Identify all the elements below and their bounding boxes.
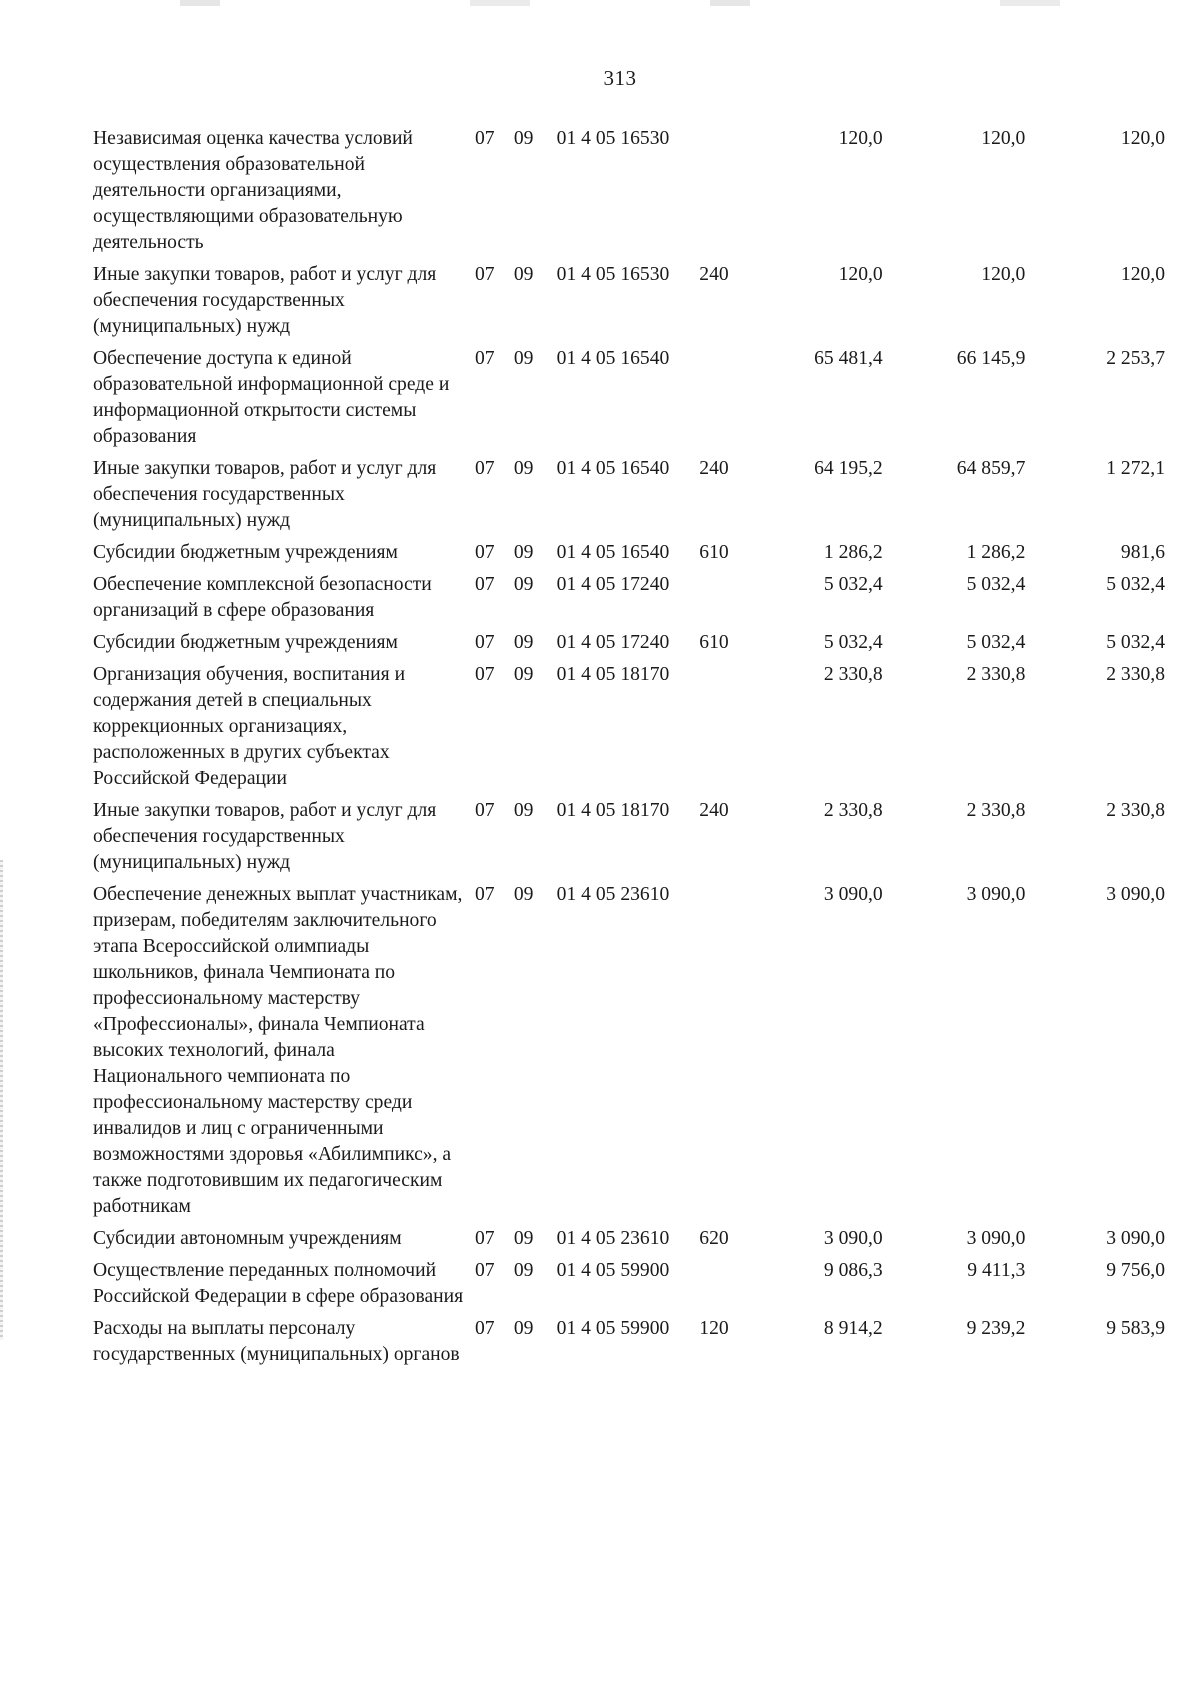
amount-year-2: 5 032,4 — [966, 632, 1026, 653]
amount-year-2: 66 145,9 — [956, 348, 1026, 369]
section-code: 07 — [474, 632, 495, 653]
amount-year-2: 9 239,2 — [966, 1318, 1026, 1339]
amount-year-1: 2 330,8 — [823, 664, 883, 685]
subsection-code: 09 — [513, 800, 534, 821]
amount-year-3: 5 032,4 — [1106, 574, 1165, 595]
section-code: 07 — [474, 1318, 495, 1339]
expense-type-code: 240 — [699, 800, 729, 821]
section-code: 07 — [474, 800, 495, 821]
table-row — [93, 346, 1165, 456]
target-article-code: 01 4 05 18170 — [556, 800, 670, 821]
table-row — [93, 1316, 1165, 1374]
expense-name: Расходы на выплаты персоналу государственных (муниципальных) органов — [93, 1318, 460, 1365]
expense-name: Иные закупки товаров, работ и услуг для обеспечения государственных (муниципальных) нужд — [93, 800, 437, 873]
expense-type-code — [699, 572, 740, 630]
amount-year-1: 3 090,0 — [823, 884, 883, 905]
expense-type-code — [699, 1258, 740, 1316]
amount-year-1: 64 195,2 — [814, 458, 883, 479]
amount-year-1: 3 090,0 — [823, 1228, 883, 1249]
amount-year-1: 9 086,3 — [823, 1260, 883, 1281]
expense-name: Иные закупки товаров, работ и услуг для обеспечения государственных (муниципальных) нужд — [93, 264, 437, 337]
section-code: 07 — [474, 458, 495, 479]
amount-year-1: 120,0 — [838, 128, 883, 149]
target-article-code: 01 4 05 59900 — [556, 1260, 670, 1281]
table-row — [93, 630, 1165, 662]
amount-year-1: 65 481,4 — [814, 348, 883, 369]
expense-name: Иные закупки товаров, работ и услуг для обеспечения государственных (муниципальных) нужд — [93, 458, 437, 531]
amount-year-3: 3 090,0 — [1106, 884, 1165, 905]
expense-type-code — [699, 882, 740, 1226]
amount-year-2: 2 330,8 — [966, 664, 1026, 685]
amount-year-2: 64 859,7 — [956, 458, 1026, 479]
expense-type-code — [699, 662, 740, 798]
table-row — [93, 798, 1165, 882]
amount-year-2: 3 090,0 — [966, 884, 1026, 905]
section-code: 07 — [474, 1260, 495, 1281]
page-number: 313 — [603, 66, 637, 90]
amount-year-3: 981,6 — [1120, 542, 1165, 563]
amount-year-2: 120,0 — [981, 264, 1026, 285]
subsection-code: 09 — [513, 1228, 534, 1249]
amount-year-3: 3 090,0 — [1106, 1228, 1165, 1249]
amount-year-1: 2 330,8 — [823, 800, 883, 821]
section-code: 07 — [474, 884, 495, 905]
target-article-code: 01 4 05 16540 — [556, 348, 670, 369]
scan-top-edge — [0, 0, 1200, 6]
table-row — [93, 882, 1165, 1226]
amount-year-3: 9 583,9 — [1106, 1318, 1165, 1339]
section-code: 07 — [474, 348, 495, 369]
expense-type-code: 620 — [699, 1228, 729, 1249]
amount-year-3: 2 253,7 — [1106, 348, 1165, 369]
table-row — [93, 262, 1165, 346]
amount-year-3: 9 756,0 — [1106, 1260, 1165, 1281]
expense-name: Субсидии автономным учреждениям — [93, 1228, 402, 1249]
table-row — [93, 540, 1165, 572]
section-code: 07 — [474, 542, 495, 563]
amount-year-3: 120,0 — [1120, 264, 1165, 285]
section-code: 07 — [474, 574, 495, 595]
subsection-code: 09 — [513, 1260, 534, 1281]
table-row — [93, 572, 1165, 630]
amount-year-2: 9 411,3 — [967, 1260, 1026, 1281]
amount-year-2: 2 330,8 — [966, 800, 1026, 821]
target-article-code: 01 4 05 17240 — [556, 632, 670, 653]
subsection-code: 09 — [513, 574, 534, 595]
section-code: 07 — [474, 664, 495, 685]
scan-left-edge — [0, 860, 3, 1340]
expense-type-code: 610 — [699, 632, 729, 653]
amount-year-2: 3 090,0 — [966, 1228, 1026, 1249]
expense-name: Обеспечение денежных выплат участникам, призерам, победителям заключительного этапа Всероссийской олимпиады школьников, финала Чемпионата по профессиональному мастерству «Профессионалы», финала Чемпионата высоких технологий, финала Национального чемпионата по профессиональному мастерству среди инвалидов и лиц с ограниченными возможностями здоровья «Абилимпикс», а также подготовившим их педагогическим работникам — [93, 884, 463, 1217]
subsection-code: 09 — [513, 632, 534, 653]
expense-type-code: 120 — [699, 1318, 729, 1339]
table-row — [93, 1226, 1165, 1258]
amount-year-2: 120,0 — [981, 128, 1026, 149]
section-code: 07 — [474, 1228, 495, 1249]
amount-year-2: 5 032,4 — [966, 574, 1026, 595]
table-row — [93, 456, 1165, 540]
expense-type-code — [699, 346, 740, 456]
expense-name: Организация обучения, воспитания и содержания детей в специальных коррекционных организациях, расположенных в других субъектах Российской Федерации — [93, 664, 406, 789]
expense-type-code — [699, 126, 740, 262]
table-row — [93, 662, 1165, 798]
target-article-code: 01 4 05 16530 — [556, 128, 670, 149]
table-row — [93, 126, 1165, 262]
amount-year-3: 5 032,4 — [1106, 632, 1165, 653]
expense-type-code: 240 — [699, 264, 729, 285]
target-article-code: 01 4 05 23610 — [556, 1228, 670, 1249]
subsection-code: 09 — [513, 458, 534, 479]
subsection-code: 09 — [513, 128, 534, 149]
subsection-code: 09 — [513, 264, 534, 285]
amount-year-1: 5 032,4 — [823, 574, 883, 595]
expense-name: Независимая оценка качества условий осуществления образовательной деятельности организациями, осуществляющими образовательную деятельность — [93, 128, 413, 253]
target-article-code: 01 4 05 17240 — [556, 574, 670, 595]
target-article-code: 01 4 05 16540 — [556, 542, 670, 563]
table-body — [93, 126, 1165, 1374]
section-code: 07 — [474, 264, 495, 285]
amount-year-1: 8 914,2 — [823, 1318, 883, 1339]
amount-year-3: 1 272,1 — [1106, 458, 1165, 479]
table-row — [93, 1258, 1165, 1316]
amount-year-1: 5 032,4 — [823, 632, 883, 653]
target-article-code: 01 4 05 16540 — [556, 458, 670, 479]
target-article-code: 01 4 05 18170 — [556, 664, 670, 685]
amount-year-1: 1 286,2 — [823, 542, 883, 563]
expense-name: Обеспечение комплексной безопасности организаций в сфере образования — [93, 574, 432, 621]
section-code: 07 — [474, 128, 495, 149]
subsection-code: 09 — [513, 1318, 534, 1339]
amount-year-2: 1 286,2 — [966, 542, 1026, 563]
expense-name: Субсидии бюджетным учреждениям — [93, 542, 398, 563]
amount-year-3: 120,0 — [1120, 128, 1165, 149]
amount-year-3: 2 330,8 — [1106, 664, 1165, 685]
expense-type-code: 240 — [699, 458, 729, 479]
budget-table — [93, 126, 1165, 1374]
amount-year-3: 2 330,8 — [1106, 800, 1165, 821]
subsection-code: 09 — [513, 348, 534, 369]
target-article-code: 01 4 05 23610 — [556, 884, 670, 905]
expense-name: Осуществление переданных полномочий Российской Федерации в сфере образования — [93, 1260, 464, 1307]
subsection-code: 09 — [513, 542, 534, 563]
amount-year-1: 120,0 — [838, 264, 883, 285]
expense-name: Обеспечение доступа к единой образовательной информационной среде и информационной открытости системы образования — [93, 348, 450, 447]
subsection-code: 09 — [513, 664, 534, 685]
target-article-code: 01 4 05 16530 — [556, 264, 670, 285]
expense-name: Субсидии бюджетным учреждениям — [93, 632, 398, 653]
subsection-code: 09 — [513, 884, 534, 905]
expense-type-code: 610 — [699, 542, 729, 563]
target-article-code: 01 4 05 59900 — [556, 1318, 670, 1339]
